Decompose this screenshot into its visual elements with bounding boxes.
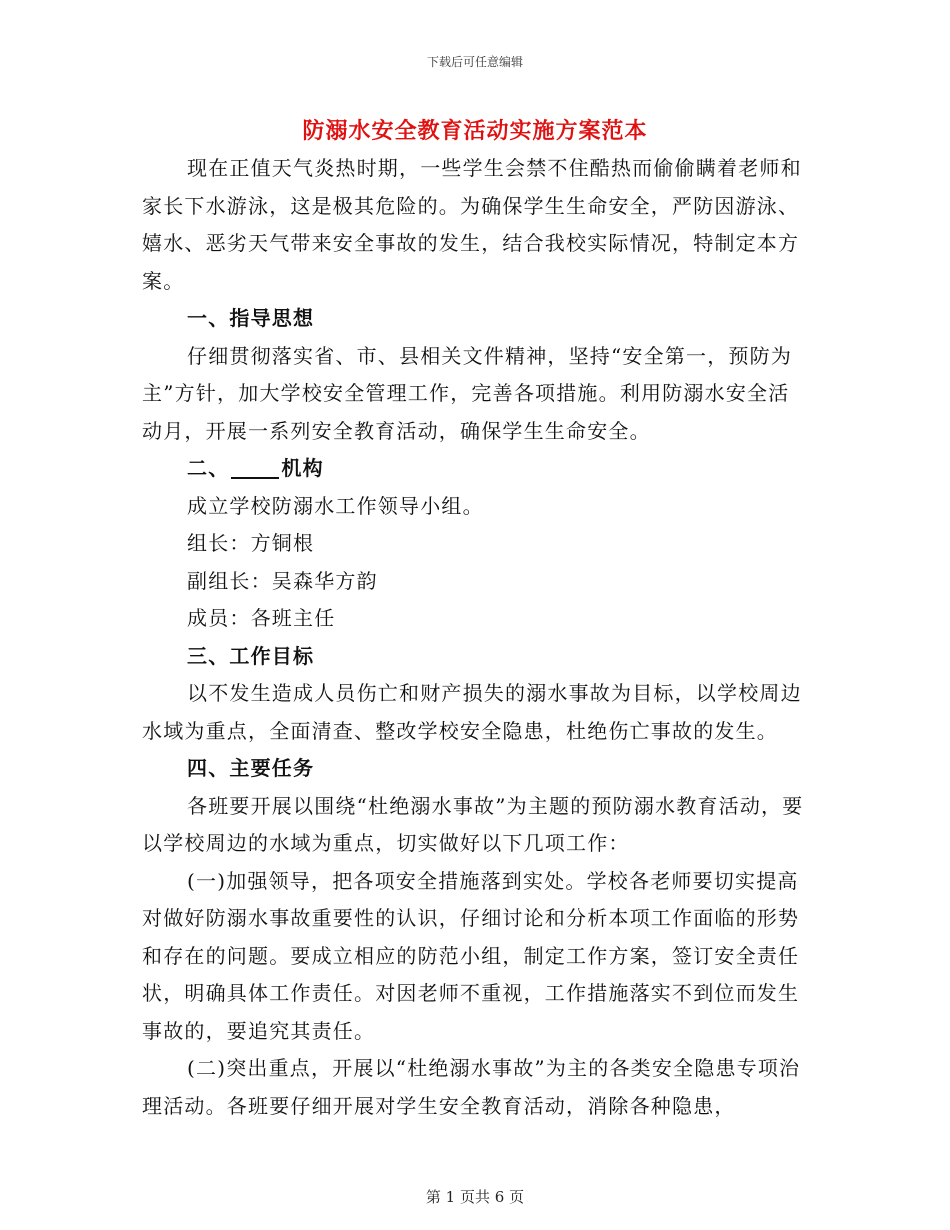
section-4-heading: 四、主要任务 [187,756,315,780]
page-footer: 第 1 页共 6 页 [425,1188,525,1206]
section-2-line-4: 成员：各班主任 [187,606,336,630]
blank-underline [231,455,279,479]
section-4-item-1: (一)加强领导，把各项安全措施落到实处。学校各老师要切实提高对做好防溺水事故重要性的认识，仔细讨论和分析本项工作面临的形势和存在的问题。要成立相应的防范小组，制定工作方案，签订安全责任状，明确具体工作责任。对因老师不重视，工作措施落实不到位而发生事故的，要追究其责任。 [142,868,800,1043]
section-4-paragraph: 各班要开展以围绕“杜绝溺水事故”为主题的预防溺水教育活动，要以学校周边的水域为重点，切实做好以下几项工作： [142,793,804,855]
section-4-item-2: (二)突出重点，开展以“杜绝溺水事故”为主的各类安全隐患专项治理活动。各班要仔细开展对学生安全教育活动，消除各种隐患， [142,1056,801,1118]
section-1-heading: 一、指导思想 [187,306,315,330]
section-2-line-1: 成立学校防溺水工作领导小组。 [187,493,484,518]
section-2-line-2: 组长：方铜根 [187,531,315,555]
section-2-heading [142,450,810,488]
section-2-heading-prefix: 二、 [187,456,230,480]
intro-paragraph: 现在正值天气炎热时期，一些学生会禁不住酷热而偷偷瞒着老师和家长下水游泳，这是极其危险的。为确保学生生命安全，严防因游泳、嬉水、恶劣天气带来安全事故的发生，结合我校实际情况，特制定本方案。 [142,156,802,293]
section-2-line-3: 副组长：吴森华方韵 [187,568,378,593]
header-note: 下载后可任意编辑 [426,55,523,69]
document-title: 防溺水安全教育活动实施方案范本 [302,118,648,144]
section-3-heading: 三、工作目标 [187,643,315,668]
section-1-paragraph: 仔细贯彻落实省、市、县相关文件精神，坚持“安全第一，预防为主”方针，加大学校安全管理工作，完善各项措施。利用防溺水安全活动月，开展一系列安全教育活动，确保学生生命安全。 [142,343,793,443]
section-3-paragraph: 以不发生造成人员伤亡和财产损失的溺水事故为目标，以学校周边水域为重点，全面清查、整改学校安全隐患，杜绝伤亡事故的发生。 [142,681,802,743]
section-2-heading-suffix: 机构 [281,456,324,480]
document-body [142,150,810,1125]
